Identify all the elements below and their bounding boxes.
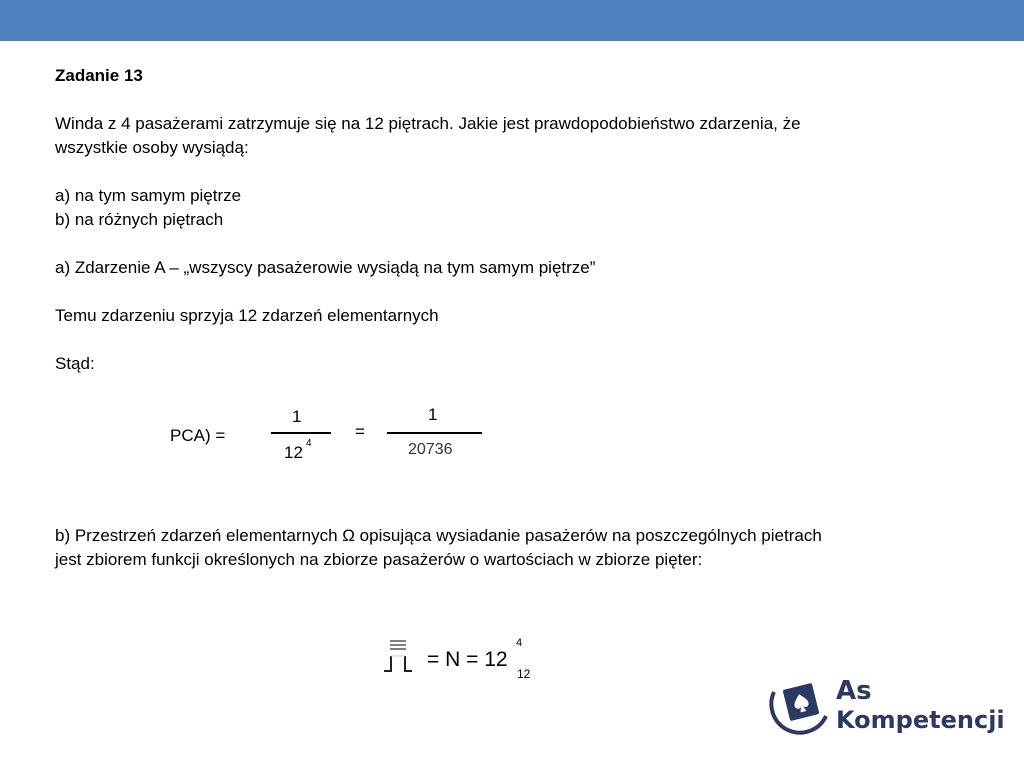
sample-space-superscript: 4 bbox=[516, 637, 523, 649]
logo-text-line-2: Kompetencji bbox=[836, 706, 1005, 734]
slide-title: Zadanie 13 bbox=[55, 66, 143, 85]
omega-symbol-icon bbox=[378, 638, 420, 676]
part-b-text-line-1: b) Przestrzeń zdarzeń elementarnych Ω opisująca wysiadanie pasażerów na poszczególnych pietrach bbox=[55, 526, 822, 545]
equals-sign: = bbox=[355, 422, 365, 441]
formula-lhs: PCA) = bbox=[170, 426, 226, 445]
option-a: a) na tym samym piętrze bbox=[55, 186, 242, 205]
sample-space-subscript: 12 bbox=[517, 667, 531, 681]
fraction-2-numerator: 1 bbox=[428, 405, 438, 424]
spade-badge-icon bbox=[768, 672, 834, 744]
problem-text-line-2: wszystkie osoby wysiądą: bbox=[55, 138, 249, 157]
header-bar bbox=[0, 0, 1024, 41]
fraction-1-denominator-exponent: 4 bbox=[306, 438, 312, 449]
sample-space-equation: = N = 12 bbox=[427, 648, 508, 671]
hence-label: Stąd: bbox=[55, 354, 95, 373]
fraction-1-denominator-base: 12 bbox=[284, 443, 303, 462]
fraction-2-bar bbox=[387, 432, 482, 434]
part-b-text-line-2: jest zbiorem funkcji określonych na zbiorze pasażerów o wartościach w zbiorze pięter: bbox=[55, 550, 703, 569]
fraction-1-numerator: 1 bbox=[292, 407, 302, 426]
option-b: b) na różnych piętrach bbox=[55, 210, 224, 229]
favorable-outcomes-text: Temu zdarzeniu sprzyja 12 zdarzeń elementarnych bbox=[55, 306, 439, 325]
fraction-1-bar bbox=[271, 432, 331, 434]
fraction-2-denominator: 20736 bbox=[408, 441, 453, 458]
problem-text-line-1: Winda z 4 pasażerami zatrzymuje się na 12 piętrach. Jakie jest prawdopodobieństwo zdarzenia, że bbox=[55, 114, 801, 133]
logo-text-line-1: As bbox=[836, 676, 872, 706]
event-a-definition: a) Zdarzenie A – „wszyscy pasażerowie wysiądą na tym samym piętrze” bbox=[55, 258, 596, 277]
